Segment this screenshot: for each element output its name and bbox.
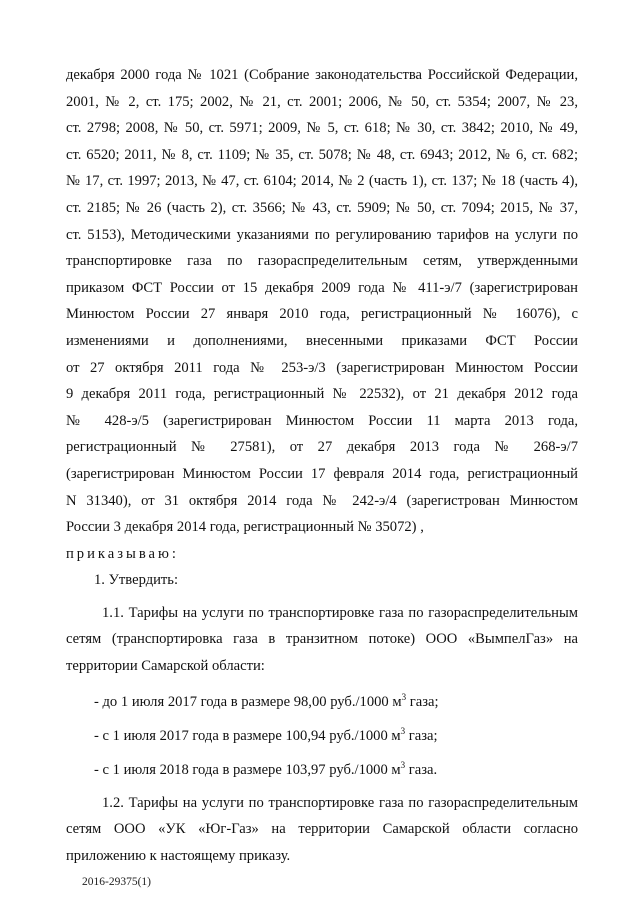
text-line: приказом ФСТ России от 15 декабря 2009 года № 411-э/7 (зарегистрирован xyxy=(66,279,578,296)
item-1-2-line: 1.2. Тарифы на услуги по транспортировке газа по газораспределительным xyxy=(102,794,578,811)
tariff-item xyxy=(66,756,578,784)
text-line: изменениями и дополнениями, внесенными приказами ФСТ России xyxy=(66,332,578,349)
item-1-1-line: территории Самарской области: xyxy=(66,658,265,675)
tariff-unit-exponent: 3 xyxy=(400,725,406,736)
tariff-item xyxy=(66,688,578,716)
text-line: 9 декабря 2011 года, регистрационный № 22532), от 21 декабря 2012 года xyxy=(66,386,578,403)
text-line: ст. 5153), Методическими указаниями по регулированию тарифов на услуги по xyxy=(66,226,578,243)
text-line: Минюстом России 27 января 2010 года, регистрационный № 16076), с xyxy=(66,306,578,323)
item-1-2-line: сетям ООО «УК «Юг-Газ» на территории Самарской области согласно xyxy=(66,821,578,838)
text-line: 2001, № 2, ст. 175; 2002, № 21, ст. 2001; 2006, № 50, ст. 5354; 2007, № 23, xyxy=(66,93,578,110)
tariff-tail: газа; xyxy=(406,693,439,710)
tariff-item xyxy=(66,722,578,750)
tariff-tail: газа. xyxy=(405,761,438,778)
tariff-tail: газа; xyxy=(405,727,438,744)
text-line: ст. 2185; № 26 (часть 2), ст. 3566; № 43, ст. 5909; № 50, ст. 7094; 2015, № 37, xyxy=(66,199,578,216)
text-line: ст. 2798; 2008, № 50, ст. 5971; 2009, № 5, ст. 618; № 30, ст. 3842; 2010, № 49, xyxy=(66,120,578,137)
text-line: декабря 2000 года № 1021 (Собрание законодательства Российской Федерации, xyxy=(66,67,578,83)
text-line: от 27 октября 2011 года № 253-э/3 (зарегистрирован Минюстом России xyxy=(66,359,578,376)
text-line: № 428-э/5 (зарегистрирован Минюстом России 11 марта 2013 года, xyxy=(66,412,578,429)
item-1-1-line: сетям (транспортировка газа в транзитном потоке) ООО «ВымпелГаз» на xyxy=(66,631,578,648)
document-body xyxy=(66,62,578,869)
item-1-1-line: 1.1. Тарифы на услуги по транспортировке газа по газораспределительным xyxy=(102,604,578,621)
text-line: N 31340), от 31 октября 2014 года № 242-э/4 (зарегистрован Минюстом xyxy=(66,492,578,509)
item-1-2-line: приложению к настоящему приказу. xyxy=(66,847,291,864)
text-line: транспортировке газа по газораспределительным сетям, утвержденными xyxy=(66,253,578,270)
tariff-unit-exponent: 3 xyxy=(401,691,407,702)
text-line: регистрационный № 27581), от 27 декабря 2013 года № 268-э/7 xyxy=(66,439,578,456)
tariff-text: - с 1 июля 2018 года в размере 103,97 руб./1000 м xyxy=(94,761,401,778)
order-word: приказываю: xyxy=(66,545,179,562)
text-line: (зарегистрирован Минюстом России 17 февраля 2014 года, регистрационный xyxy=(66,465,578,482)
footer-document-code: 2016-29375(1) xyxy=(82,876,151,888)
tariff-text: - до 1 июля 2017 года в размере 98,00 руб./1000 м xyxy=(94,693,402,710)
tariff-text: - с 1 июля 2017 года в размере 100,94 руб./1000 м xyxy=(94,727,401,744)
text-line: № 17, ст. 1997; 2013, № 47, ст. 6104; 2014, № 2 (часть 1), ст. 137; № 18 (часть 4), xyxy=(66,173,578,190)
tariff-unit-exponent: 3 xyxy=(400,759,406,770)
text-line: ст. 6520; 2011, № 8, ст. 1109; № 35, ст. 5078; № 48, ст. 6943; 2012, № 6, ст. 682; xyxy=(66,146,578,163)
text-line: России 3 декабря 2014 года, регистрационный № 35072) , xyxy=(66,519,424,536)
item-1-heading: 1. Утвердить: xyxy=(94,572,179,589)
